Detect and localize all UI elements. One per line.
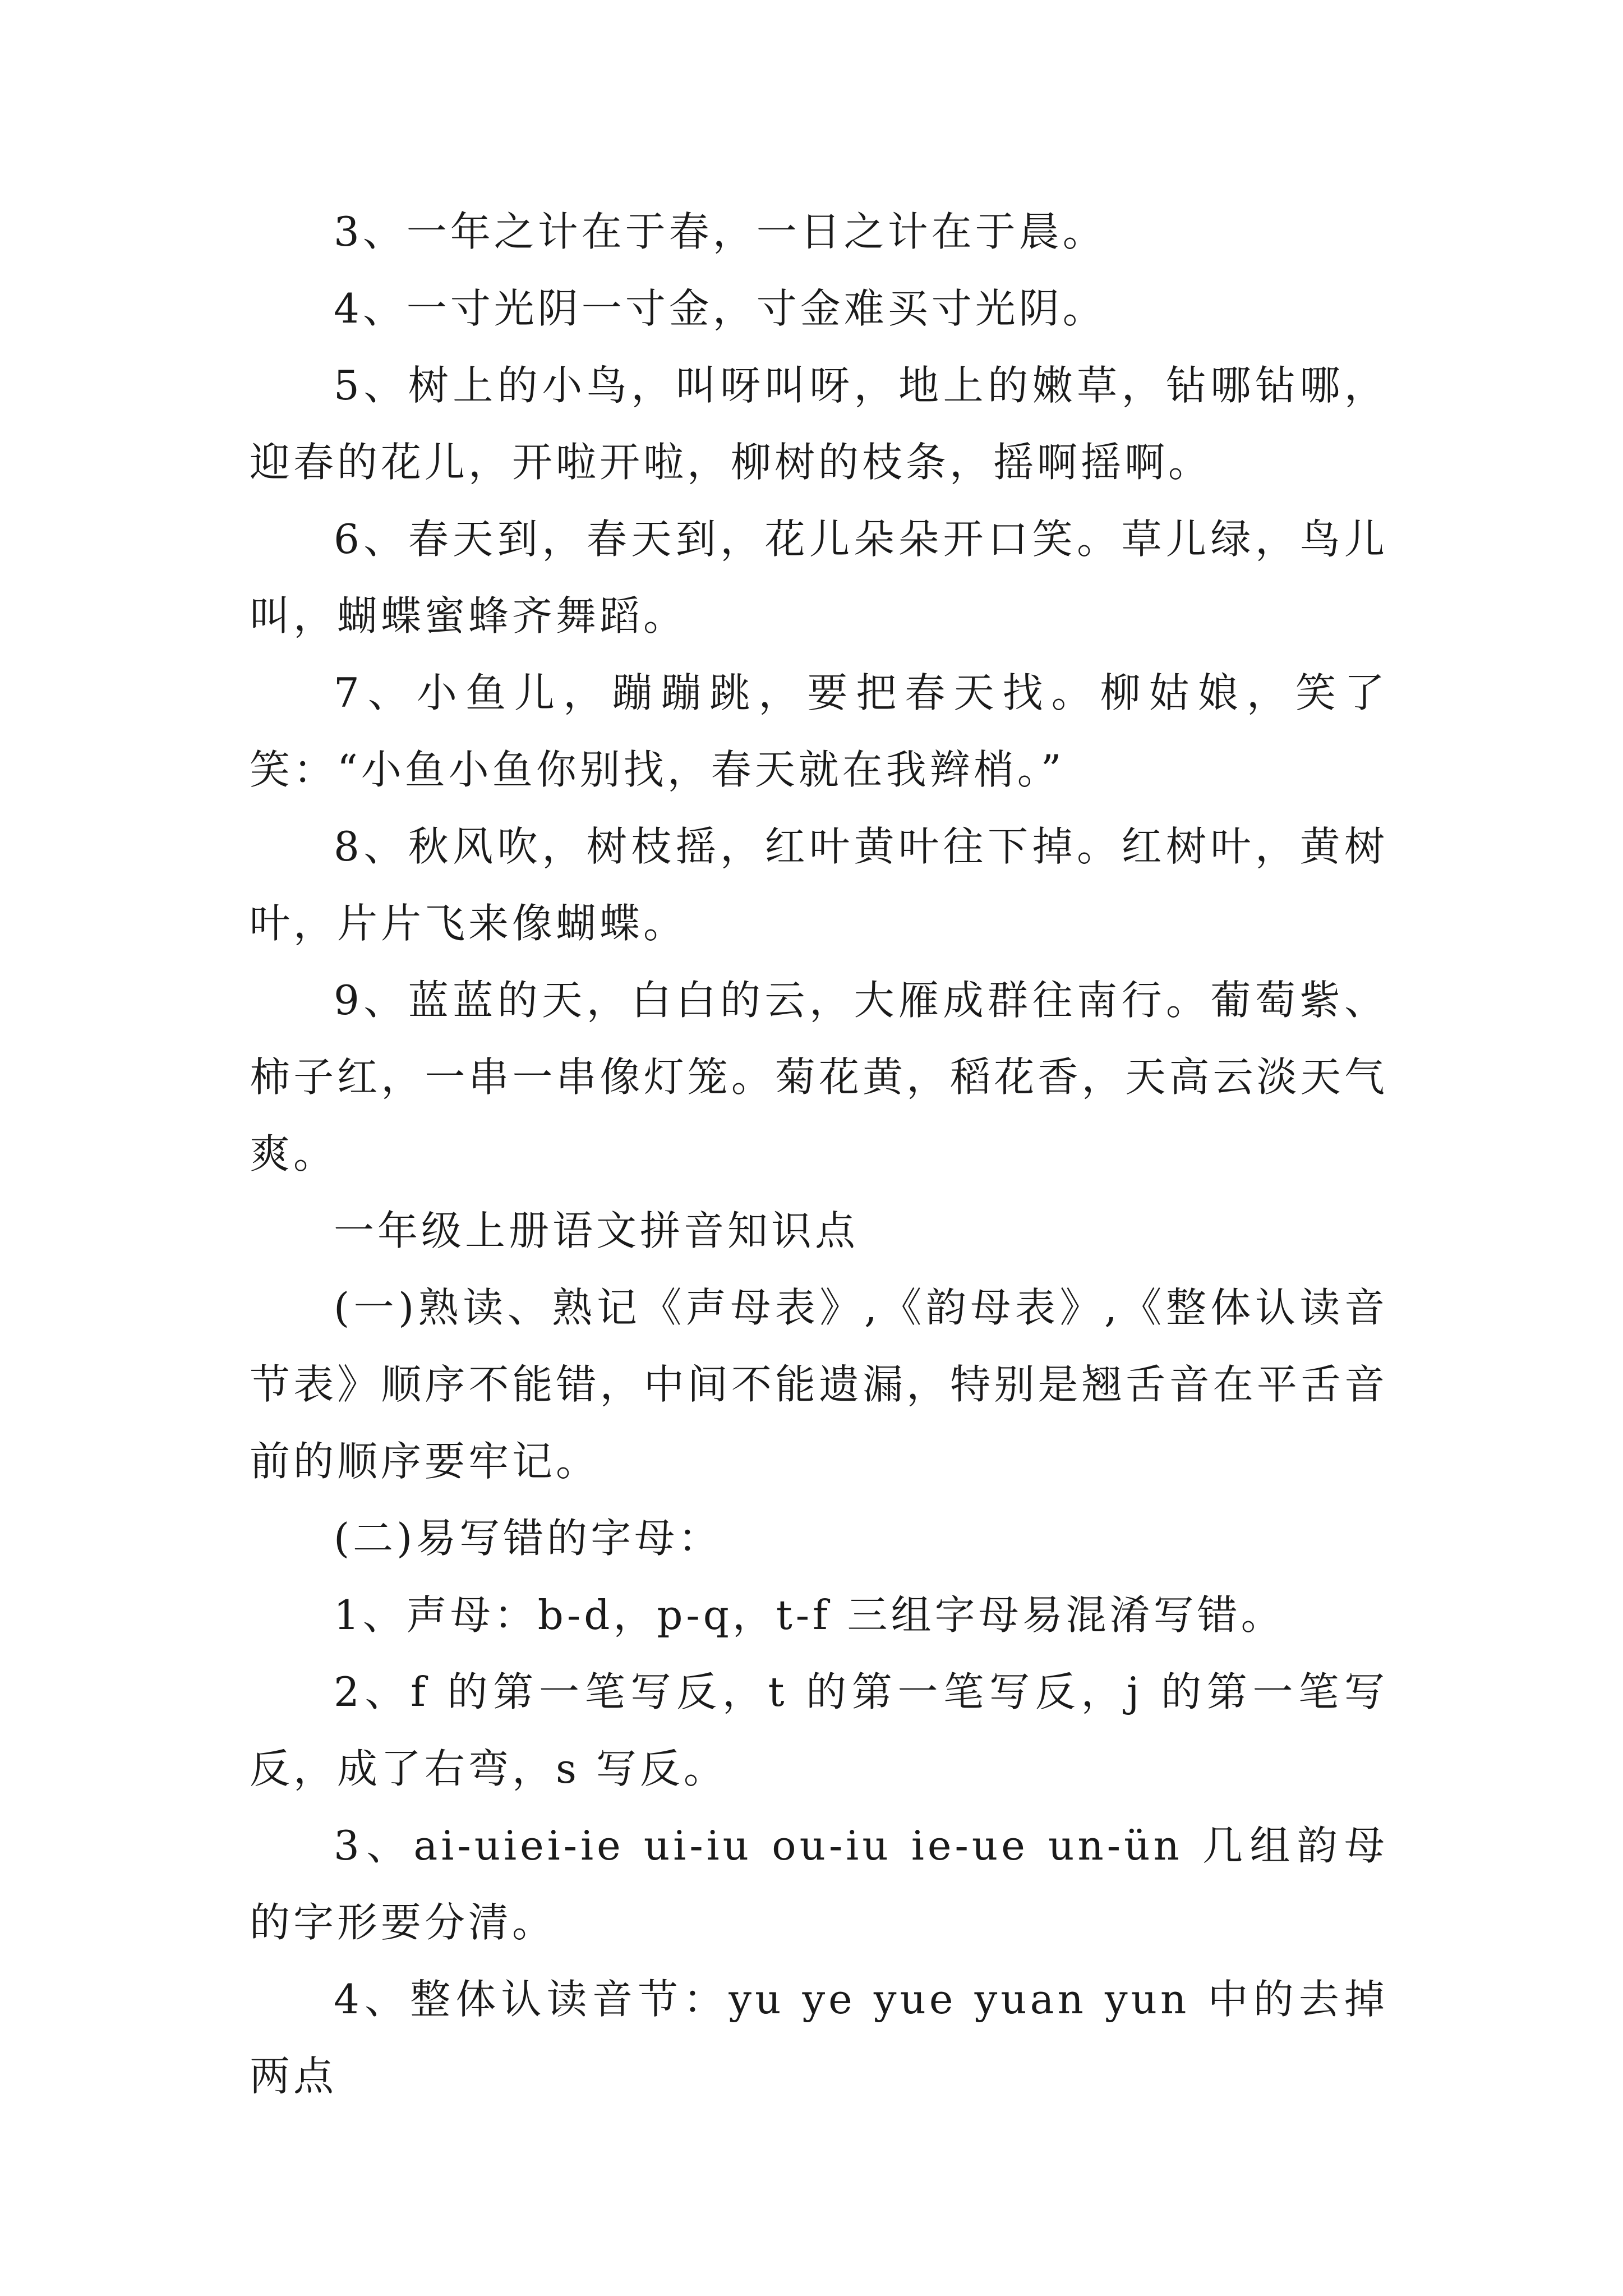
sub-heading: (二)易写错的字母：: [334, 1515, 722, 1562]
paragraph: (一)熟读、熟记《声母表》,《韵母表》,《整体认读音节表》顺序不能错，中间不能遗漏，特别是翘舌音在平舌音前的顺序要牢记。: [250, 1284, 1388, 1485]
paragraph: 4、整体认读音节：yu ye yue yuan yun 中的去掉两点: [250, 1976, 1388, 2100]
paragraph: 8、秋风吹，树枝摇，红叶黄叶往下掉。红树叶，黄树叶，片片飞来像蝴蝶。: [250, 823, 1388, 947]
paragraph: 3、ai-uiei-ie ui-iu ou-iu ie-ue un-ün 几组韵母的字形要分清。: [250, 1822, 1388, 1946]
section-heading: 一年级上册语文拼音知识点: [334, 1207, 859, 1254]
paragraph: 3、一年之计在于春，一日之计在于晨。: [334, 208, 1106, 255]
document-body: [250, 194, 1388, 2115]
paragraph: 2、f 的第一笔写反，t 的第一笔写反，j 的第一笔写反，成了右弯，s 写反。: [250, 1668, 1388, 1792]
paragraph: 4、一寸光阴一寸金，寸金难买寸光阴。: [334, 285, 1106, 332]
paragraph: 7、小鱼儿，蹦蹦跳，要把春天找。柳姑娘，笑了笑：“小鱼小鱼你别找，春天就在我辫梢。”: [250, 669, 1388, 793]
paragraph: 9、蓝蓝的天，白白的云，大雁成群往南行。葡萄紫、柿子红，一串一串像灯笼。菊花黄，稻花香，天高云淡天气爽。: [250, 977, 1388, 1177]
paragraph: 5、树上的小鸟，叫呀叫呀，地上的嫩草，钻哪钻哪，迎春的花儿，开啦开啦，柳树的枝条，摇啊摇啊。: [250, 362, 1388, 486]
paragraph: 1、声母：b-d，p-q，t-f 三组字母易混淆写错。: [334, 1591, 1285, 1639]
paragraph: 6、春天到，春天到，花儿朵朵开口笑。草儿绿，鸟儿叫，蝴蝶蜜蜂齐舞蹈。: [250, 516, 1388, 639]
